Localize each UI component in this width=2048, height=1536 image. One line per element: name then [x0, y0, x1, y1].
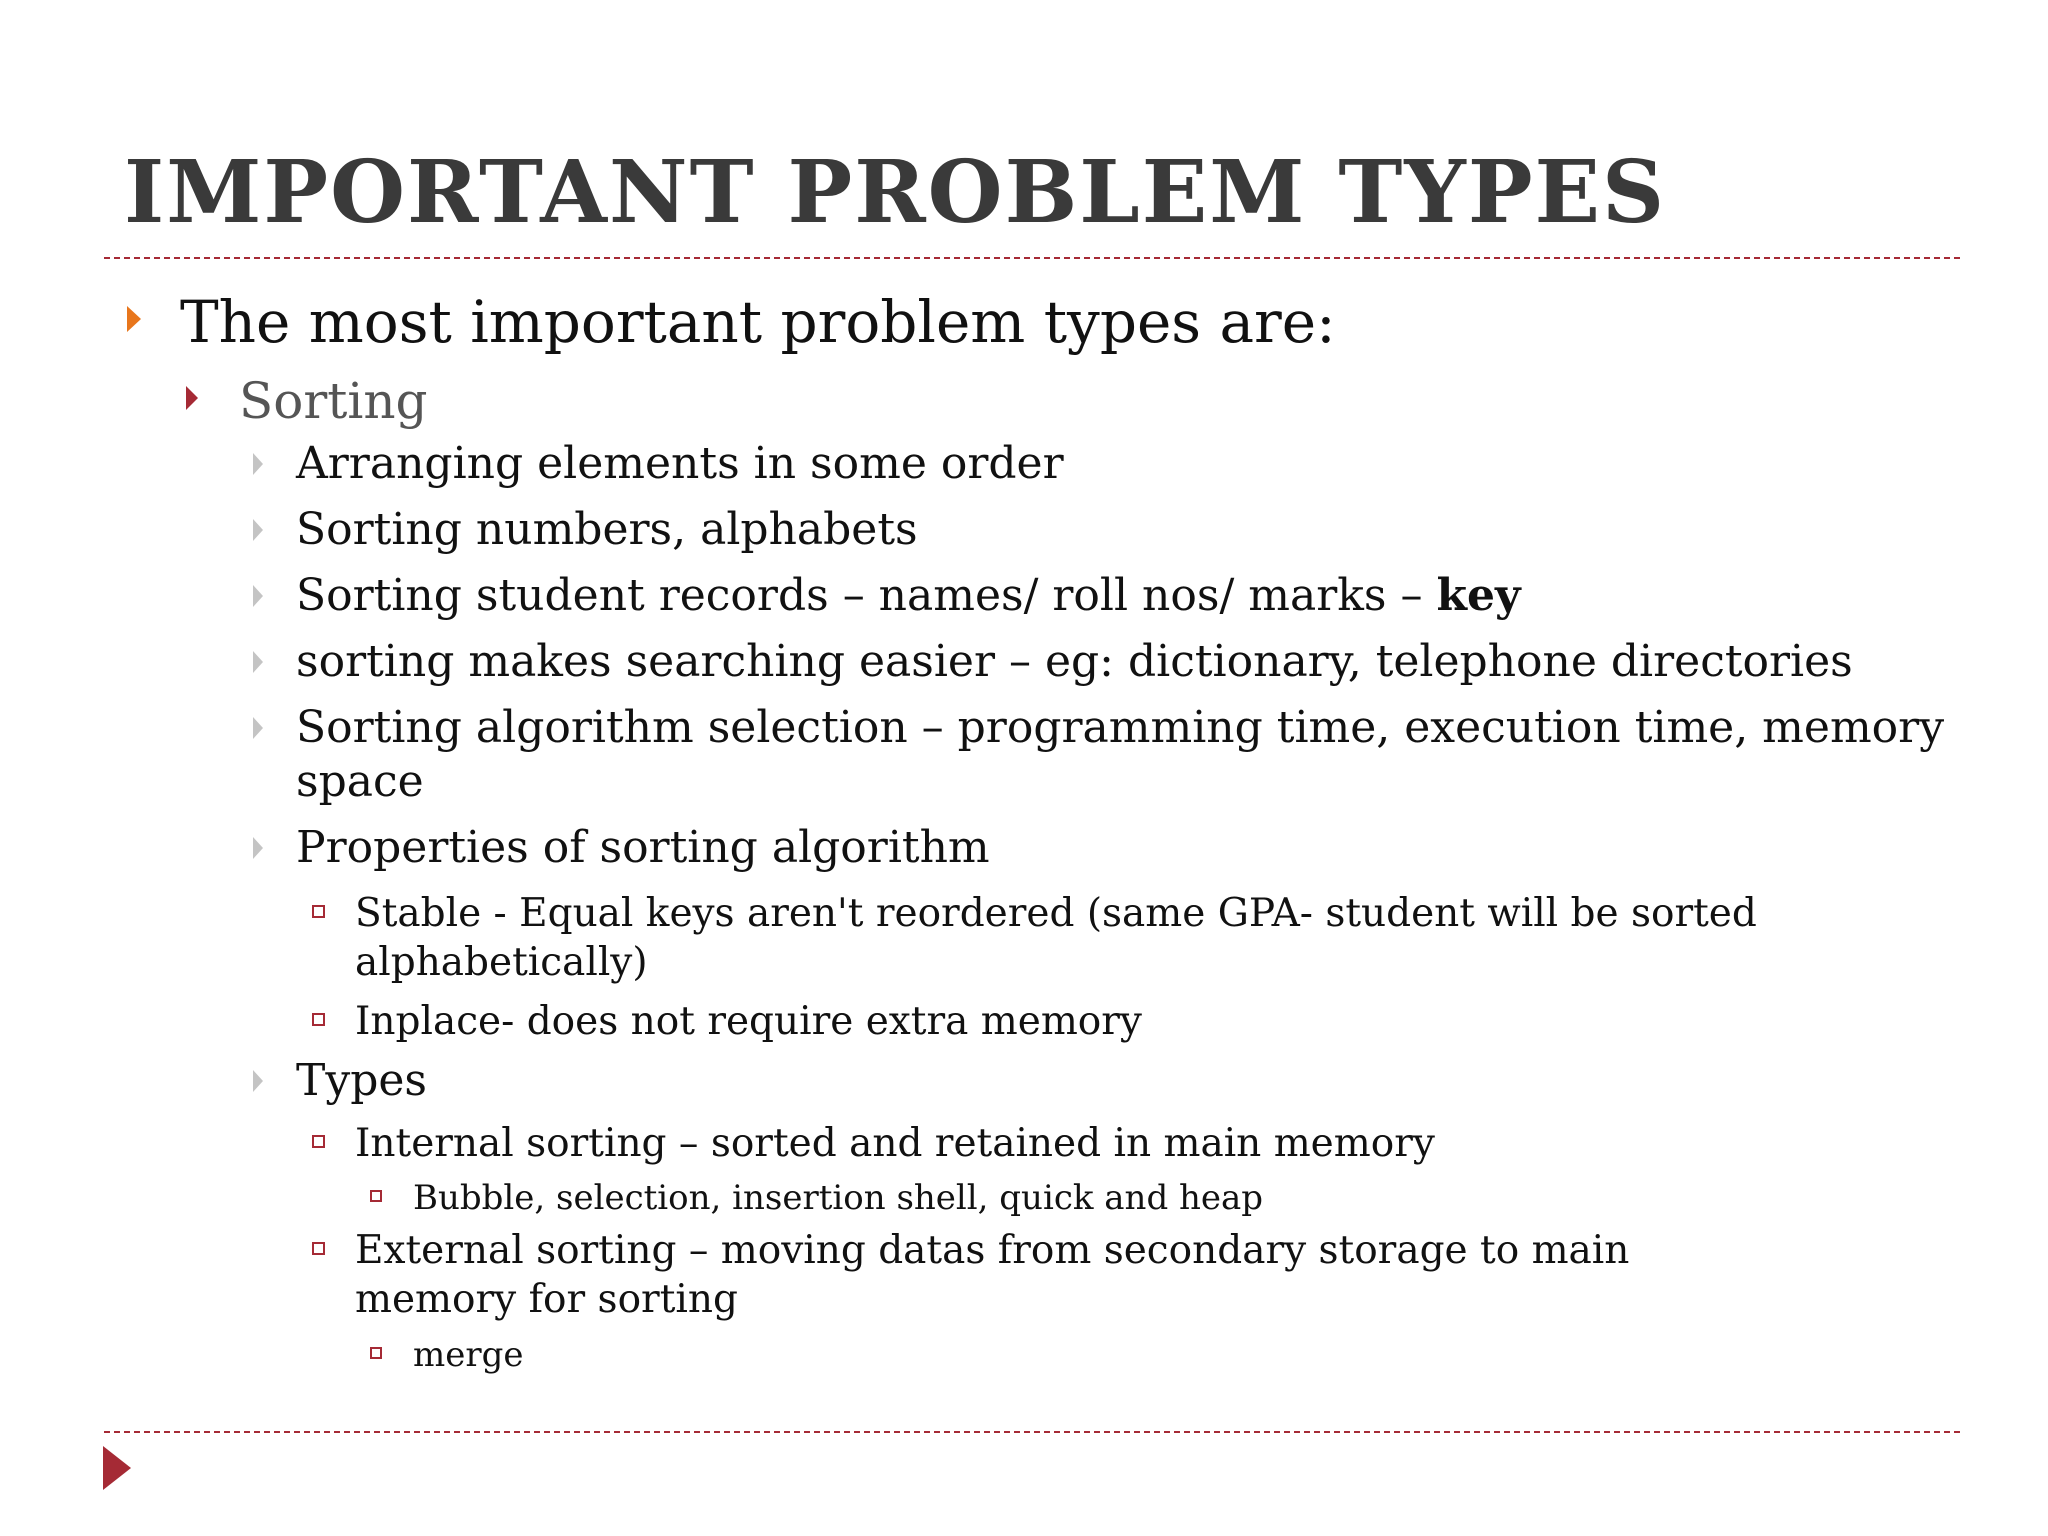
bullet-types-text: Types: [296, 1055, 427, 1106]
bullet-main-text: The most important problem types are:: [180, 288, 1336, 356]
bullet-records-key: key: [1436, 570, 1521, 621]
next-slide-arrow-icon[interactable]: [103, 1446, 131, 1490]
bullet-inplace-text: Inplace- does not require extra memory: [355, 999, 1142, 1044]
orange-triangle-bullet-icon: [127, 306, 141, 332]
gray-triangle-bullet-icon: [253, 651, 263, 673]
square-bullet-icon: [312, 905, 325, 918]
bullet-stable-text: Stable - Equal keys aren't reordered (same GPA- student will be sorted alphabetically): [355, 891, 1757, 985]
footer-divider: [104, 1431, 1960, 1433]
bullet-searching-text: sorting makes searching easier – eg: dictionary, telephone directories: [296, 636, 1853, 687]
square-bullet-icon: [312, 1242, 325, 1255]
title-divider: [104, 257, 1960, 259]
gray-triangle-bullet-icon: [253, 717, 263, 739]
square-bullet-icon: [370, 1347, 382, 1359]
bullet-numbers-text: Sorting numbers, alphabets: [296, 504, 918, 555]
bullet-selection-text: Sorting algorithm selection – programming time, execution time, memory space: [296, 702, 1945, 807]
square-bullet-icon: [312, 1135, 325, 1148]
gray-triangle-bullet-icon: [253, 1070, 263, 1092]
red-triangle-bullet-icon: [186, 386, 198, 410]
gray-triangle-bullet-icon: [253, 453, 263, 475]
gray-triangle-bullet-icon: [253, 519, 263, 541]
gray-triangle-bullet-icon: [253, 837, 263, 859]
bullet-arranging-text: Arranging elements in some order: [296, 438, 1064, 489]
slide-title: IMPORTANT PROBLEM TYPES: [124, 142, 1667, 243]
bullet-internal-text: Internal sorting – sorted and retained in main memory: [355, 1121, 1435, 1166]
gray-triangle-bullet-icon: [253, 585, 263, 607]
square-bullet-icon: [370, 1190, 382, 1202]
bullet-internal-examples-text: Bubble, selection, insertion shell, quick and heap: [413, 1178, 1264, 1218]
square-bullet-icon: [312, 1013, 325, 1026]
bullet-external-examples-text: merge: [413, 1335, 524, 1375]
bullet-properties-text: Properties of sorting algorithm: [296, 822, 990, 873]
bullet-records-text: [296, 569, 1946, 623]
bullet-records-prefix: Sorting student records – names/ roll nos/ marks –: [296, 570, 1437, 621]
bullet-sorting-text: Sorting: [239, 372, 428, 430]
bullet-external-text: External sorting – moving datas from secondary storage to main memory for sorting: [355, 1228, 1630, 1322]
